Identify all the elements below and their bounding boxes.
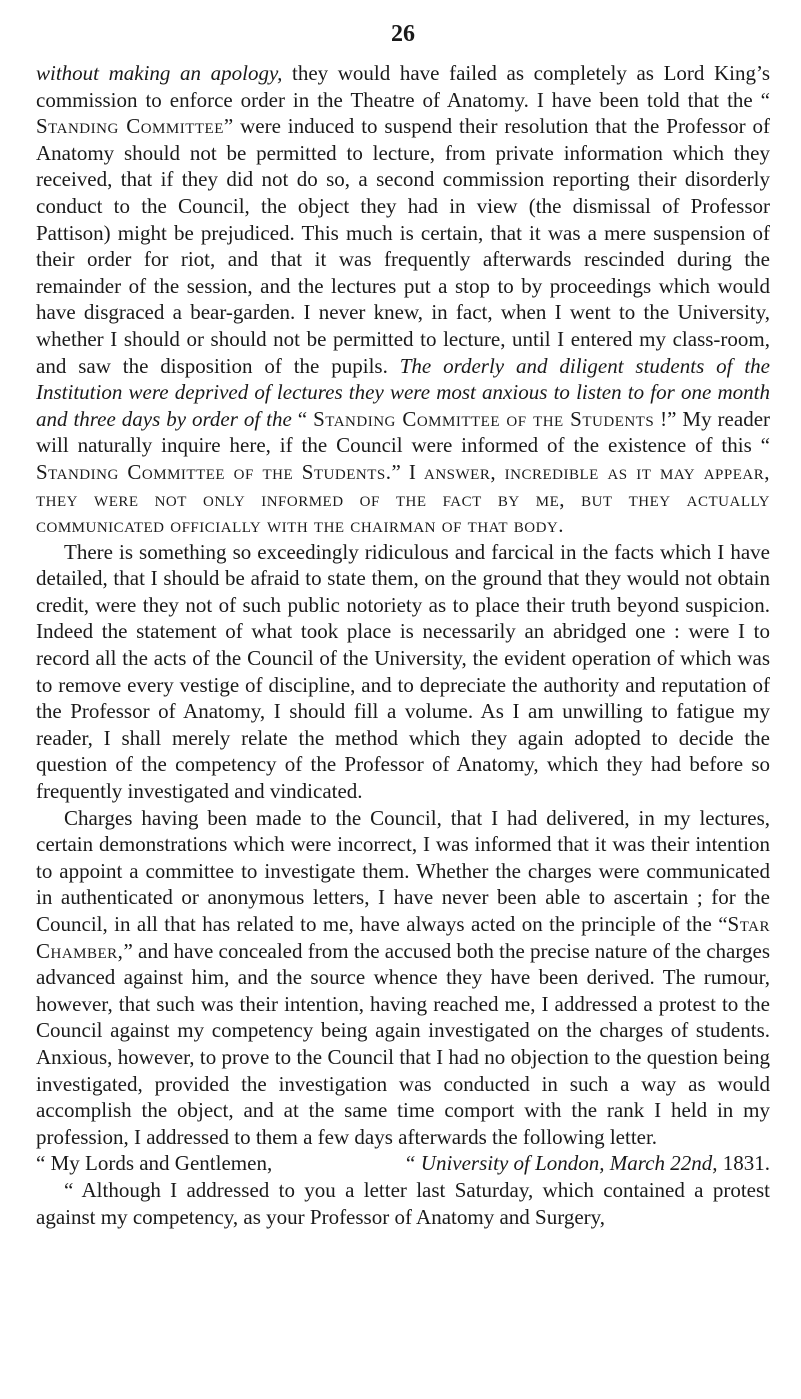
paragraph-1 (36, 60, 770, 539)
letter-year: 1831. (717, 1151, 770, 1176)
letter-heading (36, 1150, 770, 1177)
small-caps-text: Standing Committee of the Students (313, 406, 655, 431)
letter-place: “ University of London, March 22nd, (403, 1151, 718, 1176)
document-page (36, 20, 770, 1230)
body-text: they would have failed as completely as Lord King’s commission to enforce order in the Theatre of Anatomy. I have been told that the “ (36, 61, 771, 112)
small-caps-text: Standing Committee of the Students. (36, 459, 392, 484)
letter-place-date (404, 1150, 770, 1177)
small-caps-text: Standing Committee (36, 114, 224, 139)
body-text: ” and have concealed from the accused both the precise nature of the charges advanced against him, and the source whence they have been derived. The rumour, however, that such was their intention, having reached me, I addressed a protest to the Council against my competency being again investigated on the charges of students. Anxious, however, to prove to the Council that I had no objection to the question being investigated, provided the investigation was conducted in such a way as would accomplish the object, and at the same time comport with the rank I held in my profession, I addressed to them a few days afterwards the following letter. (36, 938, 770, 1149)
italic-text: without making an apology, (36, 61, 283, 85)
paragraph-3 (36, 805, 770, 1151)
small-caps-text: Star Chamber, (36, 912, 770, 963)
small-caps-text: answer, incredible as it may appear, they were not only informed of the fact by me, but they actually communicated officially with the chairman of that body. (36, 459, 770, 538)
body-text: “ (291, 406, 314, 431)
body-text: Charges having been made to the Council, that I had delivered, in my lectures, certain demonstrations which were incorrect, I was informed that it was their intention to appoint a committee to investigate them. Whether the charges were communicated in authenticated or anonymous letters, I have never been able to ascertain ; for the Council, in all that has related to me, have always acted on the principle of the “ (36, 805, 770, 936)
body-text: ” I (391, 459, 424, 484)
page-number: 26 (391, 21, 415, 47)
paragraph-2: There is something so exceedingly ridiculous and farcical in the facts which I have detailed, that I should be afraid to state them, on the ground that they would not obtain credit, were they not of such public notoriety as to place their truth beyond suspicion. Indeed the statement of what took place is necessarily an abridged one : were I to record all the acts of the Council of the University, the evident operation of which was to remove every vestige of discipline, and to depreciate the authority and reputation of the Professor of Anatomy, I should fill a volume. As I am unwilling to fatigue my reader, I shall merely relate the method which they again adopted to decide the question of the competency of the Professor of Anatomy, which they had before so frequently investigated and vindicated. (36, 539, 770, 804)
letter-body: “ Although I addressed to you a letter last Saturday, which contained a protest against my competency, as your Professor of Anatomy and Surgery, (36, 1177, 770, 1229)
letter-salutation: “ My Lords and Gentlemen, (36, 1151, 273, 1176)
body-text: !” My reader will naturally inquire here, if the Council were informed of the existence of this “ (36, 406, 771, 458)
italic-text: The orderly and diligent students of the Institution were deprived of lectures they were most anxious to listen to for one month and three days by order of the (36, 353, 770, 431)
body-text: ” were induced to suspend their resolution that the Professor of Anatomy should not be permitted to lecture, from private information which they received, that if they did not do so, a second commission reporting their disorderly conduct to the Council, the object they had in view (the dismissal of Professor Pattison) might be prejudiced. This much is certain, that it was a mere suspension of their order for riot, and that it was frequently afterwards rescinded during the remainder of the session, and the lectures put a stop to by proceedings which would have disgraced a bear-garden. I never knew, in fact, when I went to the University, whether I should or should not be permitted to lecture, until I entered my class-room, and saw the disposition of the pupils. (36, 114, 770, 378)
